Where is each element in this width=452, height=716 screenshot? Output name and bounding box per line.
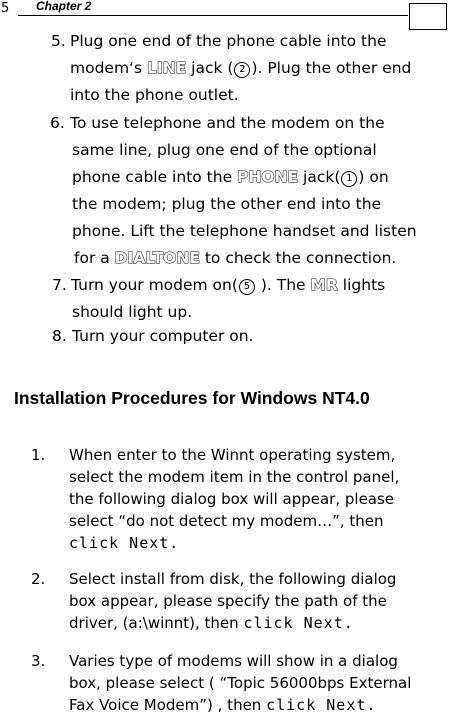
step-text: Turn your computer on.: [72, 327, 254, 345]
procedure-line-text: box appear, please specify the path of the: [69, 592, 387, 610]
step-text: jack(: [298, 168, 341, 186]
circled-number: 1: [341, 171, 357, 187]
page-number: 5: [1, 1, 10, 16]
step-text: modem‘s: [70, 59, 147, 77]
circled-number: 5: [239, 279, 255, 295]
step-text: the modem; plug the other end into the: [72, 195, 382, 213]
step-number: 5.: [51, 32, 66, 50]
jack-label: MR: [310, 276, 338, 294]
step-text: ) on: [358, 168, 389, 186]
step-text: phone cable into the: [72, 168, 238, 186]
jack-label: LINE: [147, 59, 187, 77]
step-line: [71, 273, 385, 299]
step-line: [70, 29, 387, 55]
step-text: to check the connection.: [199, 249, 397, 267]
procedure-line-text: When enter to the Winnt operating system,: [69, 446, 396, 464]
circled-number: 2: [234, 62, 250, 78]
step-line: [74, 246, 396, 272]
procedure-line-text: box, please select ( “Topic 56000bps External: [69, 674, 412, 692]
procedure-line: [69, 466, 399, 488]
procedure-number: 2.: [31, 570, 46, 588]
procedure-line: [69, 510, 399, 532]
step-line: [72, 219, 417, 245]
jack-label: PHONE: [237, 168, 299, 186]
procedure-line-text: the following dialog box will appear, please: [69, 490, 395, 508]
step-text: jack (: [186, 59, 234, 77]
procedure-line-text: Varies type of modems will show in a dialog: [69, 652, 398, 670]
step-line: [70, 56, 411, 82]
header-box: [409, 3, 447, 30]
step-text: Turn your modem on(: [71, 276, 238, 294]
jack-label: DIALTONE: [114, 249, 200, 267]
procedure-line-text: select the modem item in the control panel,: [69, 468, 400, 486]
click-next-text: click Next.: [243, 614, 354, 632]
procedure-line: [69, 532, 399, 554]
procedure-line: [69, 672, 411, 694]
step-number: 6.: [50, 114, 65, 132]
step-text: Plug one end of the phone cable into the: [70, 32, 387, 50]
step-line: [70, 111, 385, 137]
step-line: [72, 324, 253, 350]
step-line: [72, 192, 381, 218]
procedure-line-text: driver, (a:\winnt), then: [69, 614, 244, 632]
procedure-line-text: Fax Voice Modem”) , then: [69, 696, 267, 714]
procedure-text: [69, 650, 411, 716]
step-number: 8.: [52, 327, 67, 345]
step-text: for a: [74, 249, 115, 267]
step-text: ). Plug the other end: [251, 59, 412, 77]
procedure-line-text: select “do not detect my modem…”, then: [69, 512, 384, 530]
procedure-number: 3.: [31, 652, 46, 670]
step-number: 7.: [52, 276, 67, 294]
step-line: [72, 300, 192, 326]
section-heading: Installation Procedures for Windows NT4.0: [14, 388, 370, 408]
procedure-line: [69, 612, 396, 634]
step-text: same line, plug one end of the optional: [72, 141, 377, 159]
step-text: To use telephone and the modem on the: [70, 114, 385, 132]
procedure-line: [69, 650, 411, 672]
step-text: into the phone outlet.: [70, 86, 239, 104]
step-line: [72, 138, 377, 164]
procedure-number: 1.: [31, 446, 46, 464]
procedure-line: [69, 488, 399, 510]
procedure-line-text: Select install from disk, the following dialog: [69, 570, 397, 588]
step-text: ). The: [255, 276, 311, 294]
step-line: [70, 83, 239, 109]
procedure-line: [69, 590, 396, 612]
procedure-line: [69, 568, 396, 590]
step-text: lights: [337, 276, 386, 294]
click-next-text: click Next.: [69, 534, 180, 552]
procedure-text: [69, 444, 399, 554]
chapter-title: Chapter 2: [36, 0, 92, 13]
step-text: phone. Lift the telephone handset and listen: [72, 222, 417, 240]
step-line: [72, 165, 389, 191]
procedure-line: [69, 444, 399, 466]
header-rule: [18, 15, 408, 16]
procedure-text: [69, 568, 396, 634]
step-text: should light up.: [72, 303, 193, 321]
click-next-text: click Next.: [266, 696, 377, 714]
procedure-line: [69, 694, 411, 716]
